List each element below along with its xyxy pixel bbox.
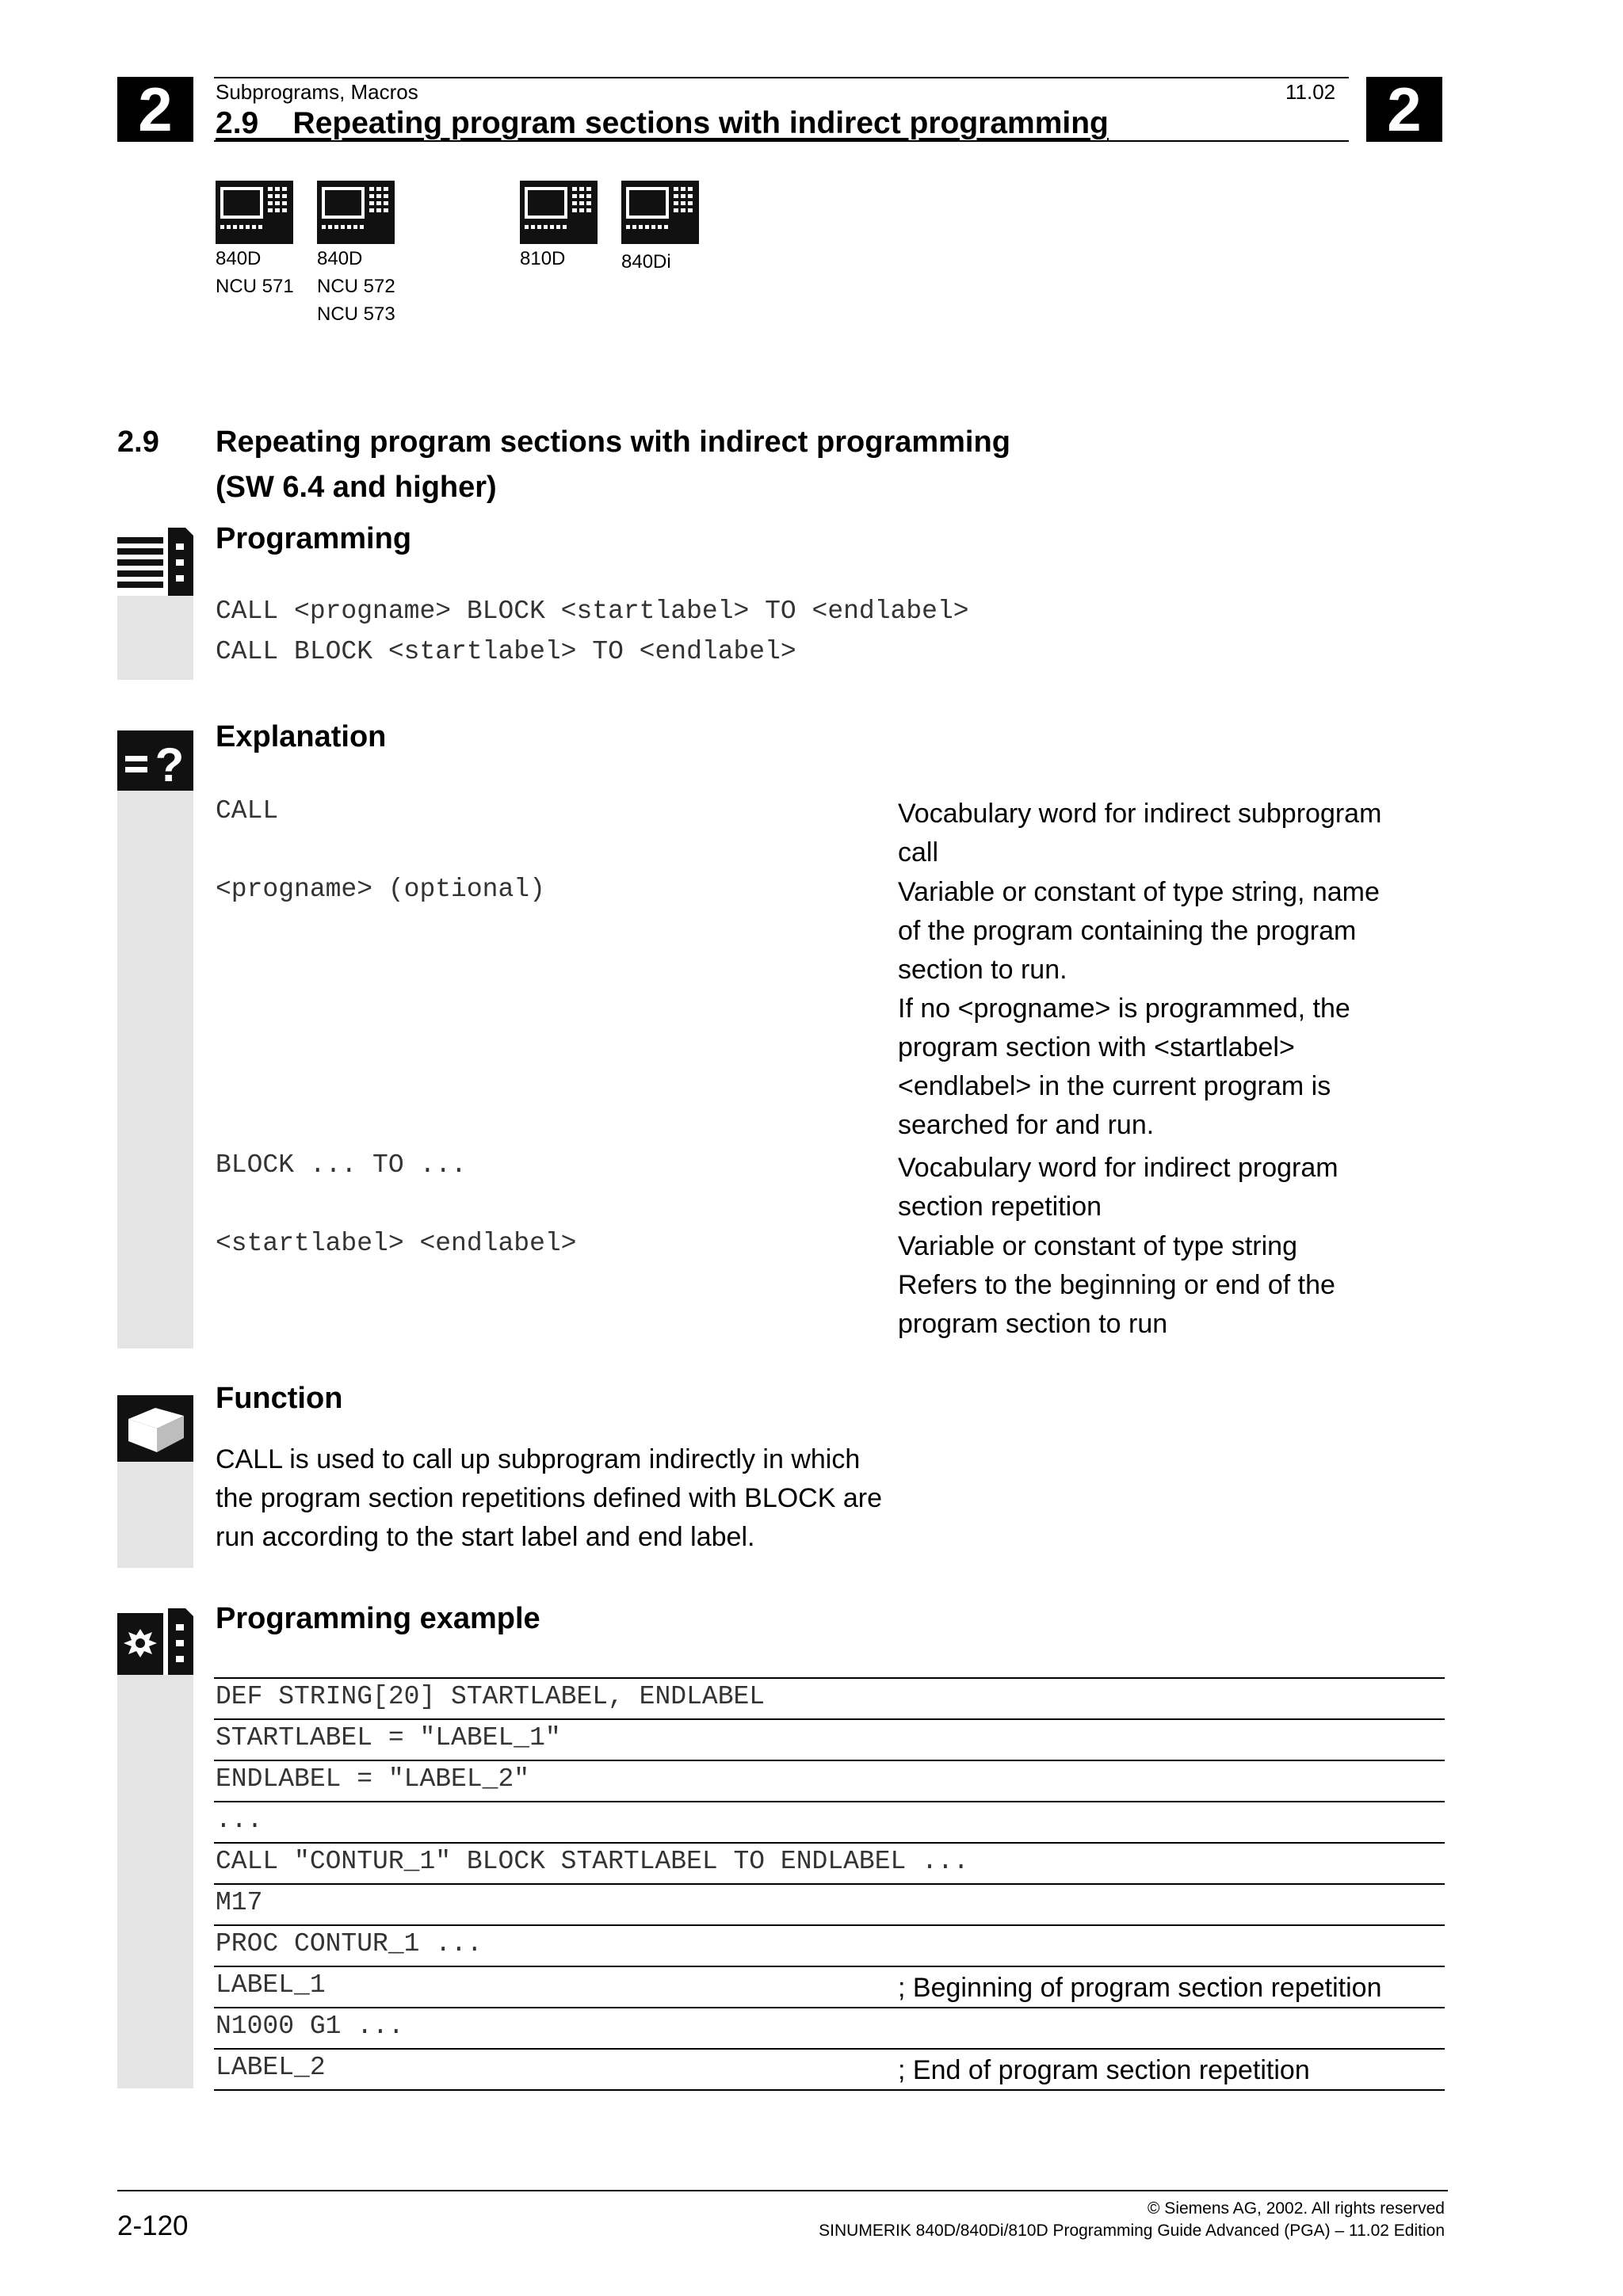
code-comment: ; End of program section repetition — [898, 2055, 1310, 2085]
control-model-label: 840Di — [621, 251, 671, 273]
section-title: Repeating program sections with indirect programming — [216, 425, 1010, 459]
header-top-rule — [214, 77, 1349, 78]
explanation-desc: Variable or constant of type string Refers to the beginning or end of the program section to run — [898, 1231, 1335, 1339]
explanation-icon — [117, 719, 193, 791]
footer-document-title: SINUMERIK 840D/840Di/810D Programming Guide Advanced (PGA) – 11.02 Edition — [819, 2222, 1445, 2240]
chapter-badge-left: 2 — [117, 77, 193, 142]
table-rule — [214, 1718, 1445, 1720]
code-line: PROC CONTUR_1 ... — [216, 1929, 483, 1958]
control-panel-icon — [317, 181, 395, 244]
control-panel-icon — [520, 181, 598, 244]
header-title: 2.9 Repeating program sections with indirect programming — [216, 106, 1109, 140]
code-line: N1000 G1 ... — [216, 2012, 404, 2041]
programming-icon — [117, 528, 193, 596]
footer-rule — [117, 2190, 1448, 2191]
code-line: DEF STRING[20] STARTLABEL, ENDLABEL — [216, 1682, 766, 1711]
function-heading: Function — [216, 1382, 343, 1415]
explanation-term: BLOCK ... TO ... — [216, 1150, 467, 1180]
table-rule — [214, 1883, 1445, 1885]
explanation-desc: Vocabulary word for indirect program section repetition — [898, 1153, 1338, 1222]
explanation-term: <progname> (optional) — [216, 875, 545, 904]
table-rule — [214, 2048, 1445, 2050]
explanation-desc: Vocabulary word for indirect subprogram call — [898, 799, 1382, 868]
code-line: LABEL_2 — [216, 2053, 326, 2082]
header-edition: 11.02 — [1285, 80, 1336, 104]
code-line: ENDLABEL = "LABEL_2" — [216, 1764, 530, 1794]
svg-text:?: ? — [155, 738, 185, 791]
control-ncu-label: NCU 573 — [317, 303, 395, 325]
control-model-label: 840D — [317, 248, 363, 269]
programming-example-icon — [117, 1608, 193, 1675]
programming-syntax-line: CALL BLOCK <startlabel> TO <endlabel> — [216, 637, 796, 666]
programming-heading: Programming — [216, 522, 412, 555]
footer-copyright: © Siemens AG, 2002. All rights reserved — [1148, 2199, 1445, 2218]
programming-syntax-line: CALL <progname> BLOCK <startlabel> TO <endlabel> — [216, 597, 969, 626]
table-rule — [214, 1760, 1445, 1761]
table-rule — [214, 1677, 1445, 1679]
table-rule — [214, 2089, 1445, 2091]
page-number: 2-120 — [117, 2210, 189, 2241]
header-bottom-rule — [214, 140, 1349, 142]
table-rule — [214, 1842, 1445, 1844]
code-line: ... — [216, 1806, 263, 1835]
explanation-desc: Variable or constant of type string, name of the program containing the program section to run. If no <progname> is programmed, the program section with <startlabel> <endlabel> in the current program is searched for and run. — [898, 877, 1380, 1140]
control-panel-icon — [216, 181, 293, 244]
control-model-label: 840D — [216, 248, 262, 269]
control-ncu-label: NCU 572 — [317, 276, 395, 297]
table-rule — [214, 1801, 1445, 1802]
table-rule — [214, 2007, 1445, 2008]
chapter-badge-right: 2 — [1366, 77, 1442, 142]
code-line: CALL "CONTUR_1" BLOCK STARTLABEL TO ENDLABEL ... — [216, 1847, 969, 1876]
function-text: CALL is used to call up subprogram indirectly in which the program section repetitions defined with BLOCK are run according to the start label and end label. — [216, 1444, 883, 1552]
explanation-heading: Explanation — [216, 720, 387, 753]
code-line: LABEL_1 — [216, 1970, 326, 2000]
section-number: 2.9 — [117, 425, 159, 459]
explanation-term: CALL — [216, 796, 279, 826]
code-comment: ; Beginning of program section repetition — [898, 1973, 1382, 2003]
table-rule — [214, 1924, 1445, 1926]
table-rule — [214, 1966, 1445, 1967]
example-heading: Programming example — [216, 1602, 540, 1635]
control-ncu-label: NCU 571 — [216, 276, 294, 297]
code-line: STARTLABEL = "LABEL_1" — [216, 1723, 561, 1753]
control-model-label: 810D — [520, 248, 566, 269]
explanation-term: <startlabel> <endlabel> — [216, 1229, 577, 1258]
margin-bar-example — [117, 1608, 193, 2088]
function-cube-icon — [117, 1389, 193, 1462]
control-panel-icon — [621, 181, 699, 244]
code-line: M17 — [216, 1888, 263, 1917]
margin-bar-explanation — [117, 719, 193, 1348]
section-subtitle: (SW 6.4 and higher) — [216, 471, 497, 504]
header-section-path: Subprograms, Macros — [216, 80, 418, 104]
